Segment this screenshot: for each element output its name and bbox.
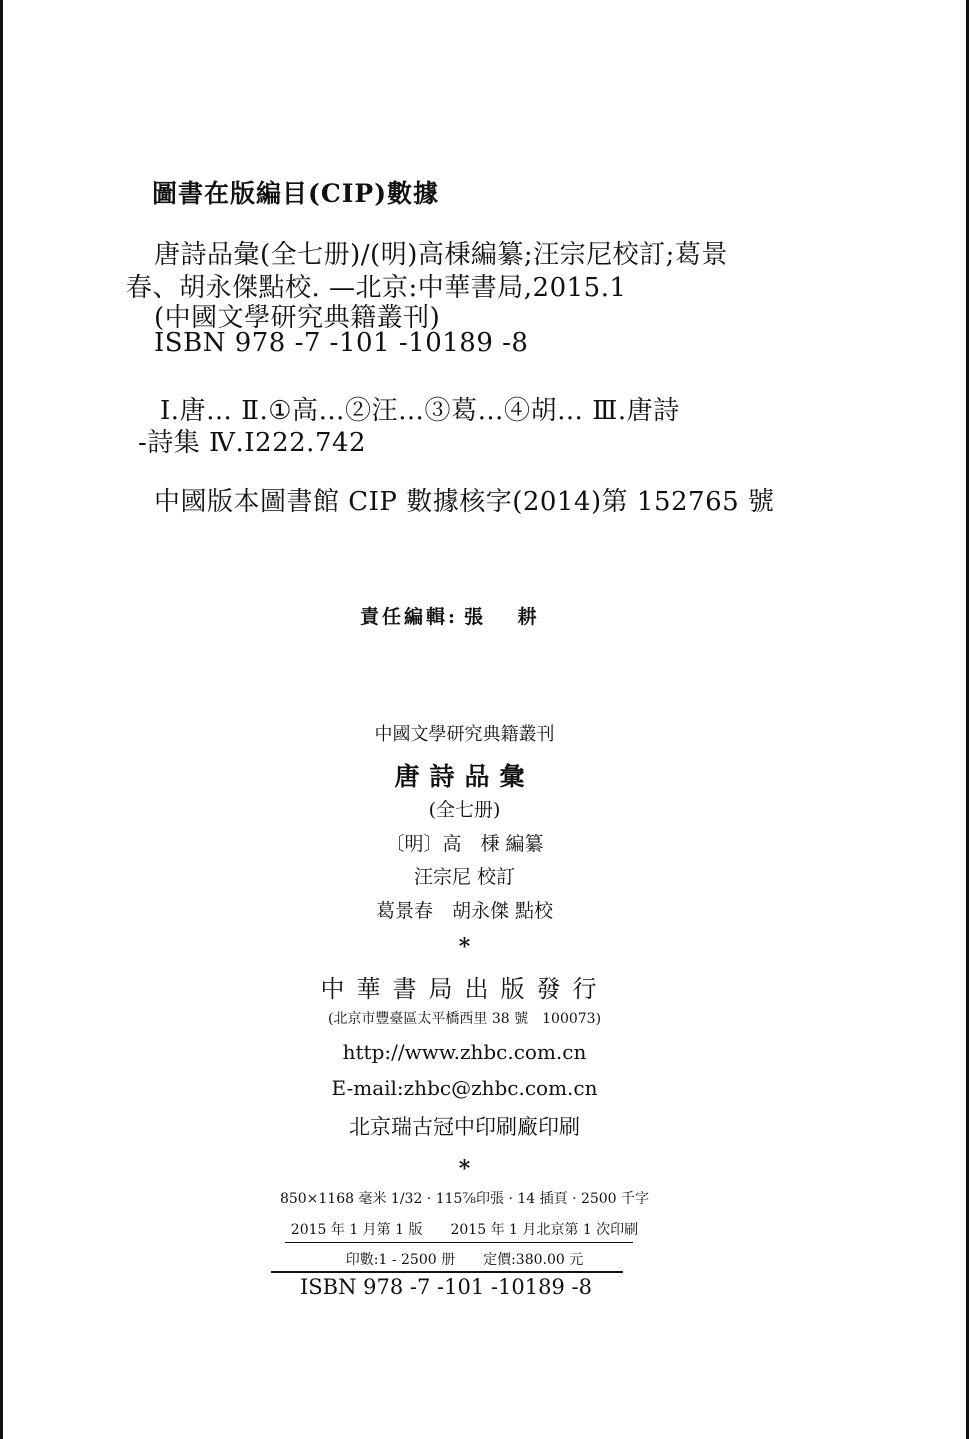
compiler: 〔明〕高 棅 編纂 bbox=[385, 833, 544, 855]
volume-count: (全七册) bbox=[428, 799, 501, 821]
cip-heading: 圖書在版編目(CIP)數據 bbox=[152, 179, 440, 208]
editor-label: 責任編輯: bbox=[360, 606, 459, 628]
book-title: 唐詩品彙 bbox=[394, 762, 535, 791]
printer: 北京瑞古冠中印刷廠印刷 bbox=[349, 1115, 580, 1139]
cip-line-series: (中國文學研究典籍叢刊) bbox=[154, 303, 441, 333]
format-specs: 850×1168 毫米 1/32 · 115⅞印張 · 14 插頁 · 2500 千字 bbox=[279, 1191, 650, 1207]
publisher-address: (北京市豐臺區太平橋西里 38 號 100073) bbox=[327, 1011, 602, 1027]
responsible-editor bbox=[360, 602, 551, 629]
reviser: 汪宗尼 校訂 bbox=[413, 866, 516, 888]
cip-line-classification: -詩集 Ⅳ.I222.742 bbox=[138, 428, 367, 458]
publisher-email: E-mail:zhbc@zhbc.com.cn bbox=[331, 1076, 598, 1100]
publisher-url: http://www.zhbc.com.cn bbox=[342, 1040, 587, 1064]
cip-line-publication: 春、胡永傑點校. —北京:中華書局,2015.1 bbox=[126, 273, 627, 303]
separator-star: * bbox=[458, 1156, 471, 1182]
cip-line-record-number: 中國版本圖書館 CIP 數據核字(2014)第 152765 號 bbox=[154, 487, 775, 517]
publisher: 中華書局出版發行 bbox=[320, 975, 609, 1003]
punctuators: 葛景春 胡永傑 點校 bbox=[375, 900, 554, 922]
edition-info: 2015 年 1 月第 1 版 2015 年 1 月北京第 1 次印刷 bbox=[290, 1222, 639, 1238]
isbn-footer: ISBN 978 -7 -101 -10189 -8 bbox=[300, 1275, 592, 1299]
separator-star: * bbox=[458, 934, 471, 960]
series-name: 中國文學研究典籍叢刊 bbox=[374, 724, 555, 745]
cip-line-isbn: ISBN 978 -7 -101 -10189 -8 bbox=[154, 328, 529, 358]
cip-line-subjects: Ⅰ.唐… Ⅱ.①高…②汪…③葛…④胡… Ⅲ.唐詩 bbox=[160, 396, 680, 426]
divider-line bbox=[285, 1242, 633, 1243]
divider-line bbox=[271, 1271, 623, 1273]
editor-name: 張 耕 bbox=[464, 606, 551, 628]
print-run-price: 印數:1 - 2500 册 定價:380.00 元 bbox=[345, 1252, 584, 1268]
cip-line-title: 唐詩品彙(全七册)/(明)高棅編纂;汪宗尼校訂;葛景 bbox=[154, 240, 728, 270]
